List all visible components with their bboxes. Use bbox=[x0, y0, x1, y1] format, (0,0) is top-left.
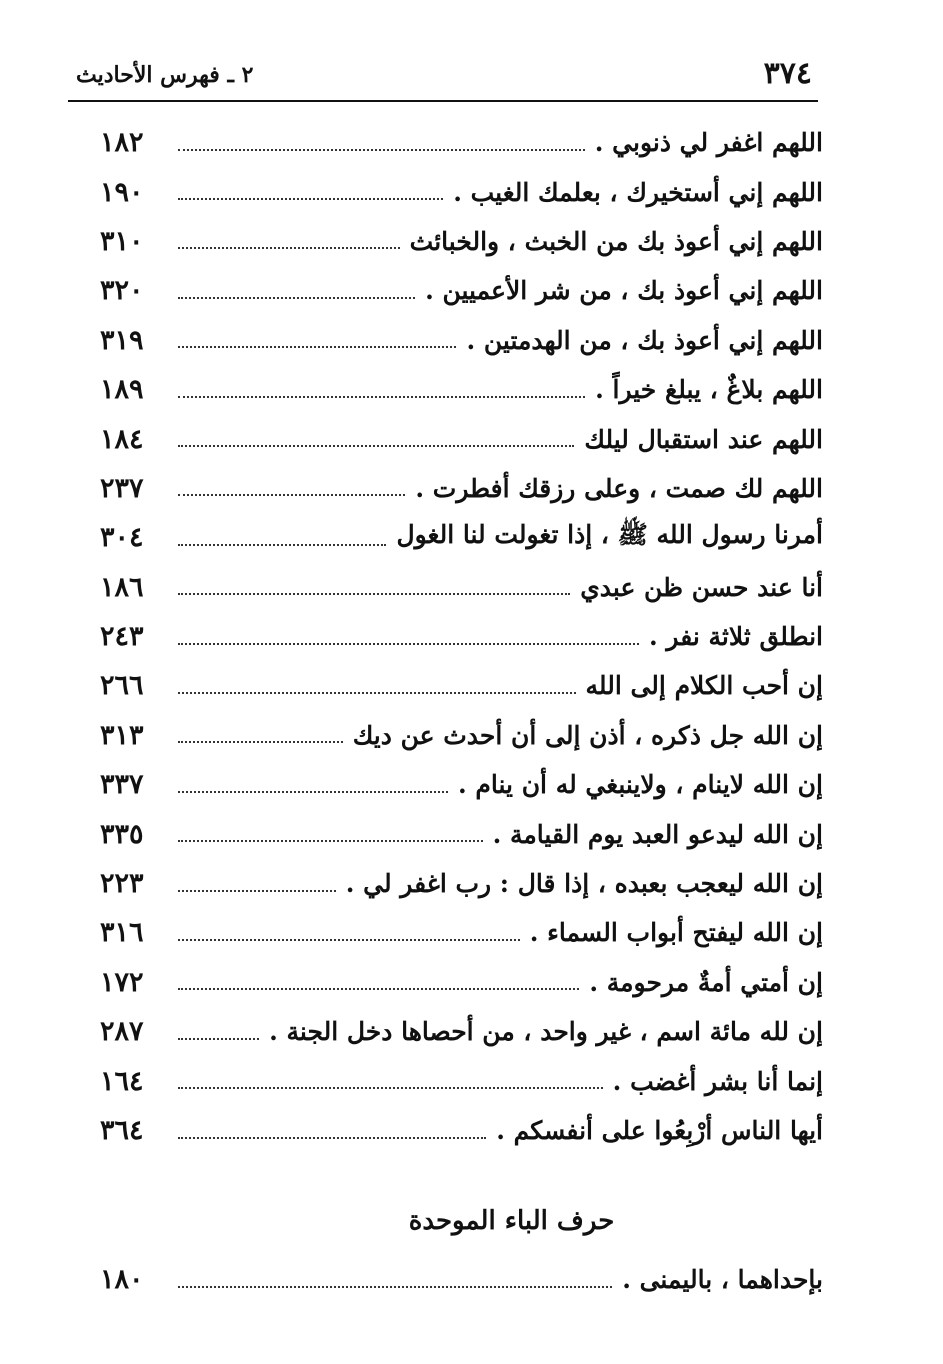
entry-text: إن الله ليفتح أبواب السماء . bbox=[529, 918, 823, 948]
entry-page-number: ١٨٦ bbox=[100, 571, 144, 603]
entry-page-number: ٣٦٤ bbox=[100, 1115, 144, 1146]
entry-page-number: ١٨٩ bbox=[100, 374, 144, 406]
index-entry bbox=[100, 1106, 823, 1155]
index-entry bbox=[100, 661, 823, 710]
entry-page-number: ٣١٩ bbox=[100, 324, 144, 356]
entry-text: إنما أنا بشر أغضب . bbox=[612, 1066, 823, 1096]
entry-text: اللهم عند استقبال ليلك bbox=[584, 424, 823, 454]
dot-leader bbox=[178, 890, 336, 892]
entry-page-number: ٣١٦ bbox=[100, 917, 144, 949]
entry-text: اللهم إني أستخيرك ، بعلمك الغيب . bbox=[453, 177, 823, 207]
index-entry bbox=[100, 612, 823, 661]
hadith-index-list-ba bbox=[100, 1255, 823, 1304]
dot-leader bbox=[178, 840, 483, 842]
dot-leader bbox=[178, 1038, 259, 1040]
entry-text: أنا عند حسن ظن عبدي bbox=[580, 572, 823, 602]
dot-leader bbox=[178, 346, 456, 348]
dot-leader bbox=[178, 247, 400, 249]
entry-page-number: ٢٨٧ bbox=[100, 1016, 144, 1048]
index-entry bbox=[100, 1007, 823, 1056]
index-entry bbox=[100, 958, 823, 1007]
entry-page-number: ١٧٢ bbox=[100, 966, 144, 998]
entry-page-number: ٣٣٧ bbox=[100, 769, 144, 801]
entry-page-number: ٣٠٤ bbox=[100, 522, 144, 554]
entry-page-number: ٢٦٦ bbox=[100, 670, 144, 702]
entry-page-number: ١٦٤ bbox=[100, 1065, 144, 1097]
index-entry bbox=[100, 217, 823, 266]
entry-page-number: ١٩٠ bbox=[100, 176, 144, 208]
entry-page-number: ٣١٠ bbox=[100, 225, 144, 257]
page-header bbox=[68, 52, 818, 102]
dot-leader bbox=[178, 149, 585, 151]
index-entry bbox=[100, 118, 823, 167]
index-entry bbox=[100, 513, 823, 562]
dot-leader bbox=[178, 544, 386, 546]
dot-leader bbox=[178, 692, 576, 694]
entry-text: أيها الناس أرْبِعُوا على أنفسكم . bbox=[496, 1116, 823, 1145]
dot-leader bbox=[178, 643, 639, 645]
entry-text: اللهم لك صمت ، وعلى رزقك أفطرت . bbox=[415, 473, 823, 503]
entry-text: اللهم بلاغٌ ، يبلغ خيراً . bbox=[595, 375, 823, 405]
dot-leader bbox=[178, 445, 574, 447]
entry-page-number: ٣١٣ bbox=[100, 719, 144, 751]
index-entry bbox=[100, 760, 823, 809]
dot-leader bbox=[178, 939, 520, 941]
index-entry bbox=[100, 563, 823, 612]
entry-page-number: ٢٢٣ bbox=[100, 868, 144, 900]
dot-leader bbox=[178, 494, 405, 496]
index-entry bbox=[100, 365, 823, 414]
dot-leader bbox=[178, 1286, 612, 1288]
entry-text: إن أحب الكلام إلى الله bbox=[585, 671, 823, 701]
section-title: ٢ ـ فهرس الأحاديث bbox=[76, 62, 254, 88]
entry-text: إن لله مائة اسم ، غير واحد ، من أحصاها دخل الجنة . bbox=[269, 1017, 823, 1047]
index-entry bbox=[100, 711, 823, 760]
dot-leader bbox=[178, 1137, 486, 1139]
dot-leader bbox=[178, 1087, 603, 1089]
index-entry bbox=[100, 167, 823, 216]
index-entry bbox=[100, 266, 823, 315]
entry-page-number: ٣٢٠ bbox=[100, 275, 144, 307]
sub-heading: حرف الباء الموحدة bbox=[408, 1206, 615, 1236]
dot-leader bbox=[178, 198, 443, 200]
dot-leader bbox=[178, 297, 415, 299]
index-entry bbox=[100, 1056, 823, 1105]
entry-page-number: ١٨٠ bbox=[100, 1264, 144, 1296]
entry-page-number: ٣٣٥ bbox=[100, 818, 144, 850]
entry-text: اللهم اغفر لي ذنوبي . bbox=[594, 128, 823, 158]
entry-text: إن الله لاينام ، ولاينبغي له أن ينام . bbox=[457, 770, 823, 800]
entry-text: إن أمتي أمةٌ مرحومة . bbox=[589, 967, 823, 997]
entry-page-number: ٢٣٧ bbox=[100, 472, 144, 504]
entry-page-number: ٢٤٣ bbox=[100, 621, 144, 653]
entry-text: بإحداهما ، باليمنى . bbox=[622, 1265, 823, 1295]
index-entry bbox=[100, 859, 823, 908]
hadith-index-list bbox=[100, 118, 823, 1155]
entry-page-number: ١٨٢ bbox=[100, 127, 144, 159]
index-entry bbox=[100, 464, 823, 513]
index-entry bbox=[100, 809, 823, 858]
dot-leader bbox=[178, 593, 570, 595]
dot-leader bbox=[178, 396, 585, 398]
entry-text: أمرنا رسول الله ﷺ ، إذا تغولت لنا الغول bbox=[396, 520, 823, 550]
entry-text: اللهم إني أعوذ بك ، من شر الأعميين . bbox=[425, 276, 823, 306]
entry-text: اللهم إني أعوذ بك من الخبث ، والخبائث bbox=[409, 226, 823, 256]
entry-text: إن الله ليدعو العبد يوم القيامة . bbox=[492, 819, 823, 849]
entry-text: انطلق ثلاثة نفر . bbox=[649, 622, 823, 652]
index-entry bbox=[100, 316, 823, 365]
dot-leader bbox=[178, 988, 579, 990]
index-entry bbox=[100, 908, 823, 957]
entry-page-number: ١٨٤ bbox=[100, 423, 144, 455]
dot-leader bbox=[178, 791, 448, 793]
page-number: ٣٧٤ bbox=[763, 56, 812, 91]
entry-text: إن الله ليعجب بعبده ، إذا قال : رب اغفر لي . bbox=[345, 869, 823, 899]
dot-leader bbox=[178, 741, 343, 743]
entry-text: إن الله جل ذكره ، أذن إلى أن أحدث عن ديك bbox=[352, 720, 823, 750]
index-entry bbox=[100, 1255, 823, 1304]
index-entry bbox=[100, 414, 823, 463]
entry-text: اللهم إني أعوذ بك ، من الهدمتين . bbox=[466, 325, 823, 355]
